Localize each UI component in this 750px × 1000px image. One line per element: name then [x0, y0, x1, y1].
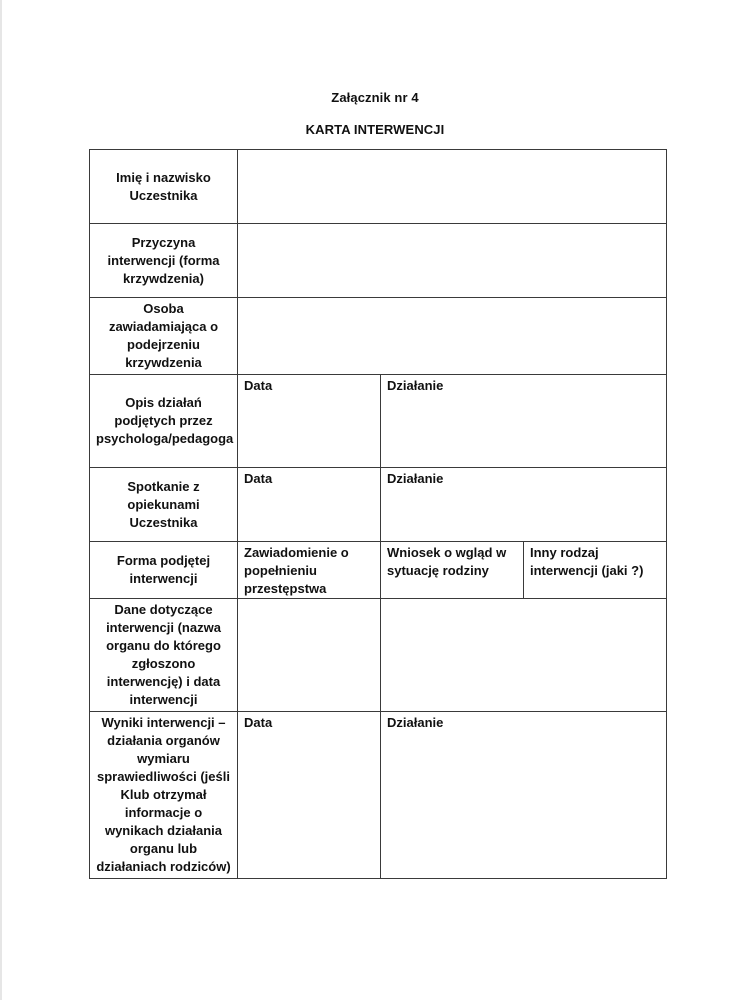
intervention-form-table	[89, 149, 667, 879]
row-reporter	[90, 298, 667, 375]
actions-action-field[interactable]	[381, 375, 667, 468]
participant-name-field[interactable]	[238, 150, 667, 224]
intervention-data-field-2[interactable]	[381, 599, 667, 712]
meeting-date-header: Data	[244, 471, 273, 486]
results-date-field[interactable]	[238, 712, 381, 879]
intervention-form-label: Forma podjętej interwencji	[90, 542, 238, 599]
results-action-header: Działanie	[387, 715, 444, 730]
row-actions	[90, 375, 667, 468]
row-meeting	[90, 468, 667, 542]
intervention-data-field-1[interactable]	[238, 599, 381, 712]
actions-label: Opis działań podjętych przez psychologa/pedagoga	[90, 375, 238, 468]
option-family-review[interactable]: Wniosek o wgląd w sytuację rodziny	[381, 542, 524, 599]
annex-number: Załącznik nr 4	[331, 90, 419, 105]
results-date-header: Data	[244, 715, 273, 730]
option-crime-notification[interactable]: Zawiadomienie o popełnieniu przestępstwa	[238, 542, 381, 599]
reason-field[interactable]	[238, 224, 667, 298]
results-action-field[interactable]	[381, 712, 667, 879]
reporter-field[interactable]	[238, 298, 667, 375]
intervention-data-label: Dane dotyczące interwencji (nazwa organu do którego zgłoszono interwencję) i data interwencji	[90, 599, 238, 712]
actions-date-field[interactable]	[238, 375, 381, 468]
option-other-intervention[interactable]: Inny rodzaj interwencji (jaki ?)	[524, 542, 667, 599]
page-edge	[0, 0, 2, 1000]
meeting-action-field[interactable]	[381, 468, 667, 542]
actions-date-header: Data	[244, 378, 273, 393]
meeting-date-field[interactable]	[238, 468, 381, 542]
participant-name-label: Imię i nazwisko Uczestnika	[90, 150, 238, 224]
reason-label: Przyczyna interwencji (forma krzywdzenia)	[90, 224, 238, 298]
results-label: Wyniki interwencji – działania organów wymiaru sprawiedliwości (jeśli Klub otrzymał informacje o wynikach działania organu lub działaniach rodziców)	[90, 712, 238, 879]
row-participant-name	[90, 150, 667, 224]
form-title: KARTA INTERWENCJI	[305, 122, 445, 137]
reporter-label: Osoba zawiadamiająca o podejrzeniu krzywdzenia	[90, 298, 238, 375]
meeting-label: Spotkanie z opiekunami Uczestnika	[90, 468, 238, 542]
actions-action-header: Działanie	[387, 378, 444, 393]
row-reason	[90, 224, 667, 298]
row-intervention-data	[90, 599, 667, 712]
row-results	[90, 712, 667, 879]
row-intervention-form	[90, 542, 667, 599]
meeting-action-header: Działanie	[387, 471, 444, 486]
